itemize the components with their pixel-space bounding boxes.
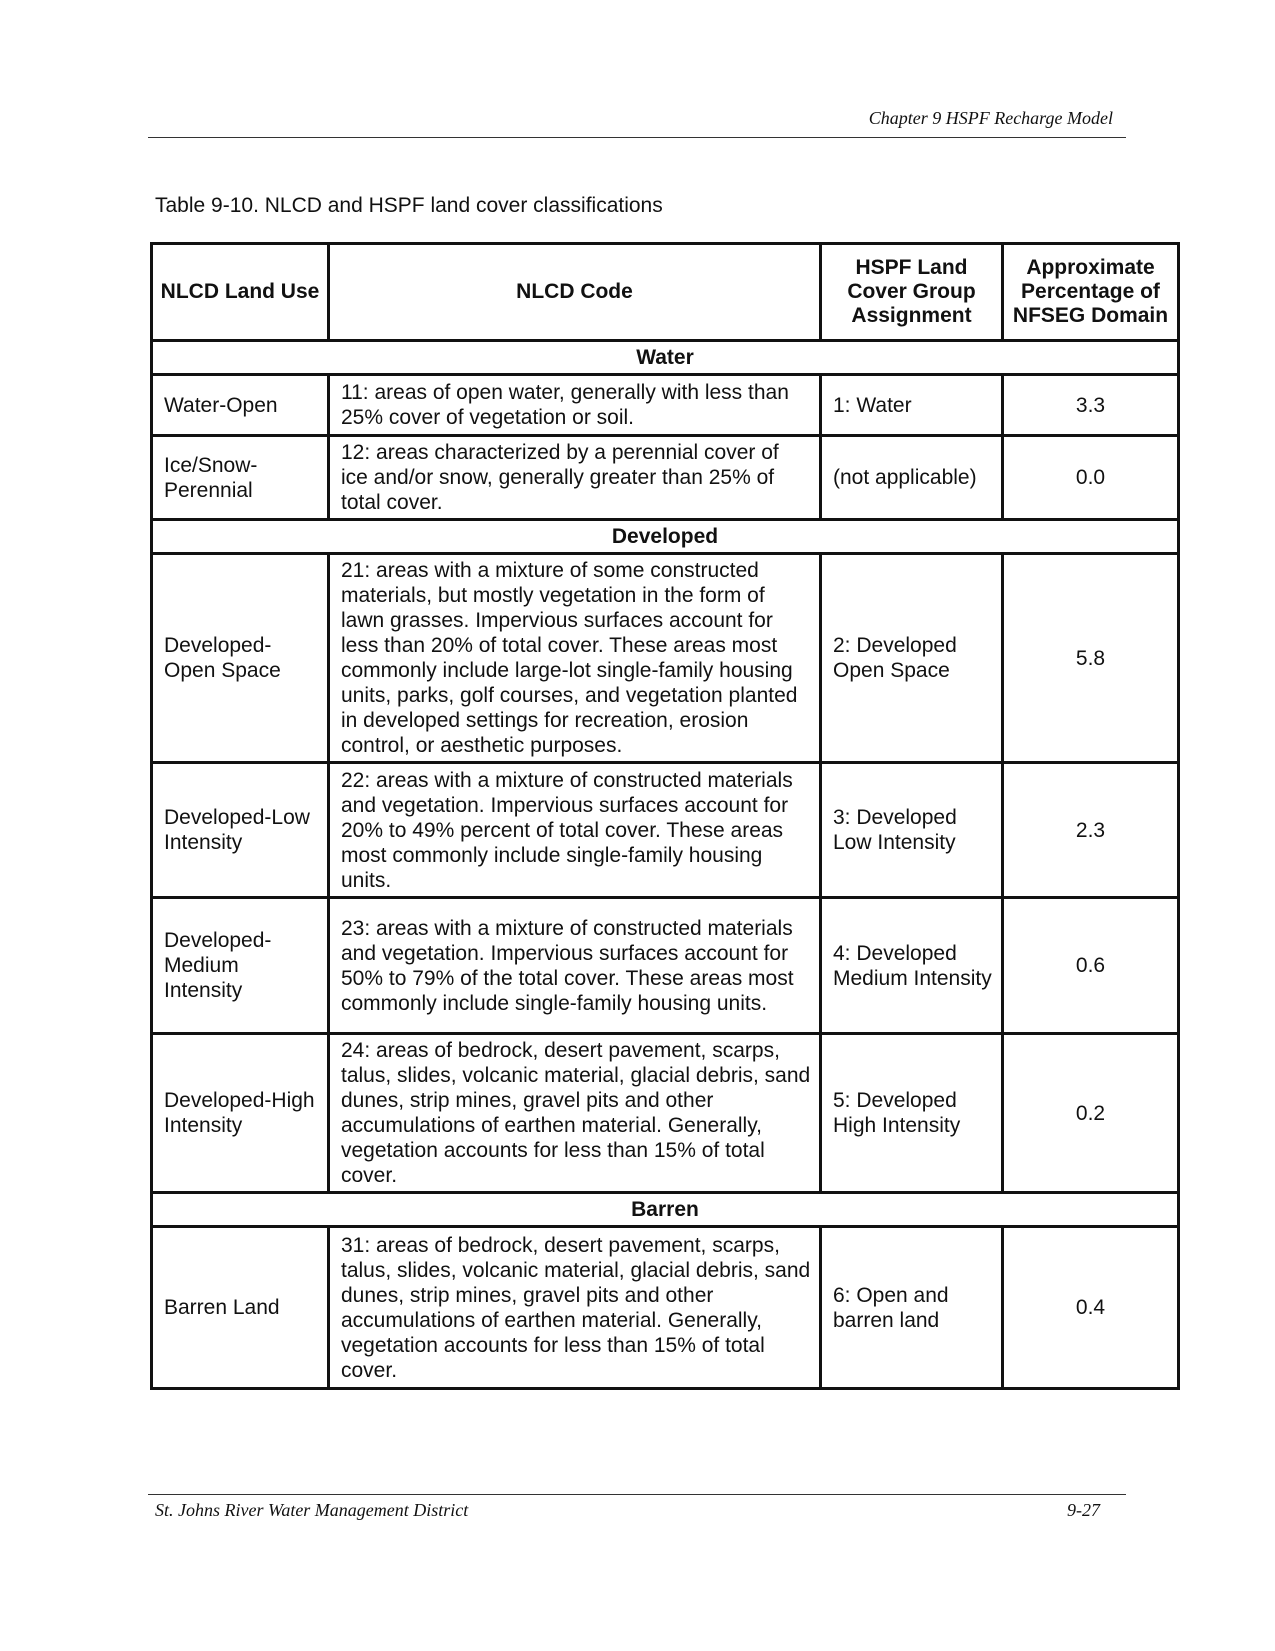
section-row-developed	[152, 520, 1179, 554]
footer-rule	[148, 1494, 1126, 1495]
percentage-cell: 0.4	[1003, 1227, 1179, 1389]
land-cover-table	[150, 242, 1180, 1390]
table-row	[152, 375, 1179, 436]
section-title: Developed	[152, 520, 1179, 554]
table-header-row	[152, 244, 1179, 341]
running-head: Chapter 9 HSPF Recharge Model	[868, 108, 1113, 128]
table-caption: Table 9-10. NLCD and HSPF land cover classifications	[155, 194, 663, 217]
hspf-group-cell: 4: Developed Medium Intensity	[821, 898, 1003, 1034]
hspf-group-cell: 5: Developed High Intensity	[821, 1034, 1003, 1193]
percentage-cell: 0.6	[1003, 898, 1179, 1034]
footer-organization: St. Johns River Water Management District	[155, 1500, 469, 1520]
percentage-cell: 0.0	[1003, 436, 1179, 520]
hspf-group-cell: (not applicable)	[821, 436, 1003, 520]
nlcd-code-cell: 23: areas with a mixture of constructed materials and vegetation. Impervious surfaces account for 50% to 79% of the total cover. These areas most commonly include single-family housing units.	[329, 898, 821, 1034]
nlcd-code-cell: 11: areas of open water, generally with less than 25% cover of vegetation or soil.	[329, 375, 821, 436]
section-row-water	[152, 341, 1179, 375]
col-header-nlcd-code: NLCD Code	[329, 244, 821, 341]
header-rule	[148, 137, 1126, 138]
percentage-cell: 5.8	[1003, 554, 1179, 763]
nlcd-code-cell: 21: areas with a mixture of some constructed materials, but mostly vegetation in the form of lawn grasses. Impervious surfaces account for less than 20% of total cover. These areas most commonly include large-lot single-family housing units, parks, golf courses, and vegetation planted in developed settings for recreation, erosion control, or aesthetic purposes.	[329, 554, 821, 763]
land-use-cell: Developed-High Intensity	[152, 1034, 329, 1193]
section-title: Water	[152, 341, 1179, 375]
table-row	[152, 763, 1179, 898]
nlcd-code-cell: 12: areas characterized by a perennial cover of ice and/or snow, generally greater than 25% of total cover.	[329, 436, 821, 520]
land-use-cell: Developed-Low Intensity	[152, 763, 329, 898]
table-row	[152, 436, 1179, 520]
land-use-cell: Ice/Snow-Perennial	[152, 436, 329, 520]
hspf-group-cell: 2: Developed Open Space	[821, 554, 1003, 763]
section-row-barren	[152, 1193, 1179, 1227]
hspf-group-cell: 1: Water	[821, 375, 1003, 436]
table-row	[152, 898, 1179, 1034]
percentage-cell: 3.3	[1003, 375, 1179, 436]
nlcd-code-cell: 31: areas of bedrock, desert pavement, scarps, talus, slides, volcanic material, glacial debris, sand dunes, strip mines, gravel pits and other accumulations of earthen material. Generally, vegetation accounts for less than 15% of total cover.	[329, 1227, 821, 1389]
land-use-cell: Barren Land	[152, 1227, 329, 1389]
table-row	[152, 554, 1179, 763]
nlcd-code-cell: 22: areas with a mixture of constructed materials and vegetation. Impervious surfaces account for 20% to 49% percent of total cover. These areas most commonly include single-family housing units.	[329, 763, 821, 898]
percentage-cell: 0.2	[1003, 1034, 1179, 1193]
land-use-cell: Developed-Medium Intensity	[152, 898, 329, 1034]
page-number: 9-27	[1067, 1500, 1100, 1520]
percentage-cell: 2.3	[1003, 763, 1179, 898]
col-header-hspf-group: HSPF Land Cover Group Assignment	[821, 244, 1003, 341]
land-use-cell: Developed-Open Space	[152, 554, 329, 763]
hspf-group-cell: 3: Developed Low Intensity	[821, 763, 1003, 898]
table-row	[152, 1227, 1179, 1389]
section-title: Barren	[152, 1193, 1179, 1227]
nlcd-code-cell: 24: areas of bedrock, desert pavement, scarps, talus, slides, volcanic material, glacial debris, sand dunes, strip mines, gravel pits and other accumulations of earthen material. Generally, vegetation accounts for less than 15% of total cover.	[329, 1034, 821, 1193]
col-header-nlcd-land-use: NLCD Land Use	[152, 244, 329, 341]
land-use-cell: Water-Open	[152, 375, 329, 436]
hspf-group-cell: 6: Open and barren land	[821, 1227, 1003, 1389]
table-row	[152, 1034, 1179, 1193]
col-header-percentage: Approximate Percentage of NFSEG Domain	[1003, 244, 1179, 341]
